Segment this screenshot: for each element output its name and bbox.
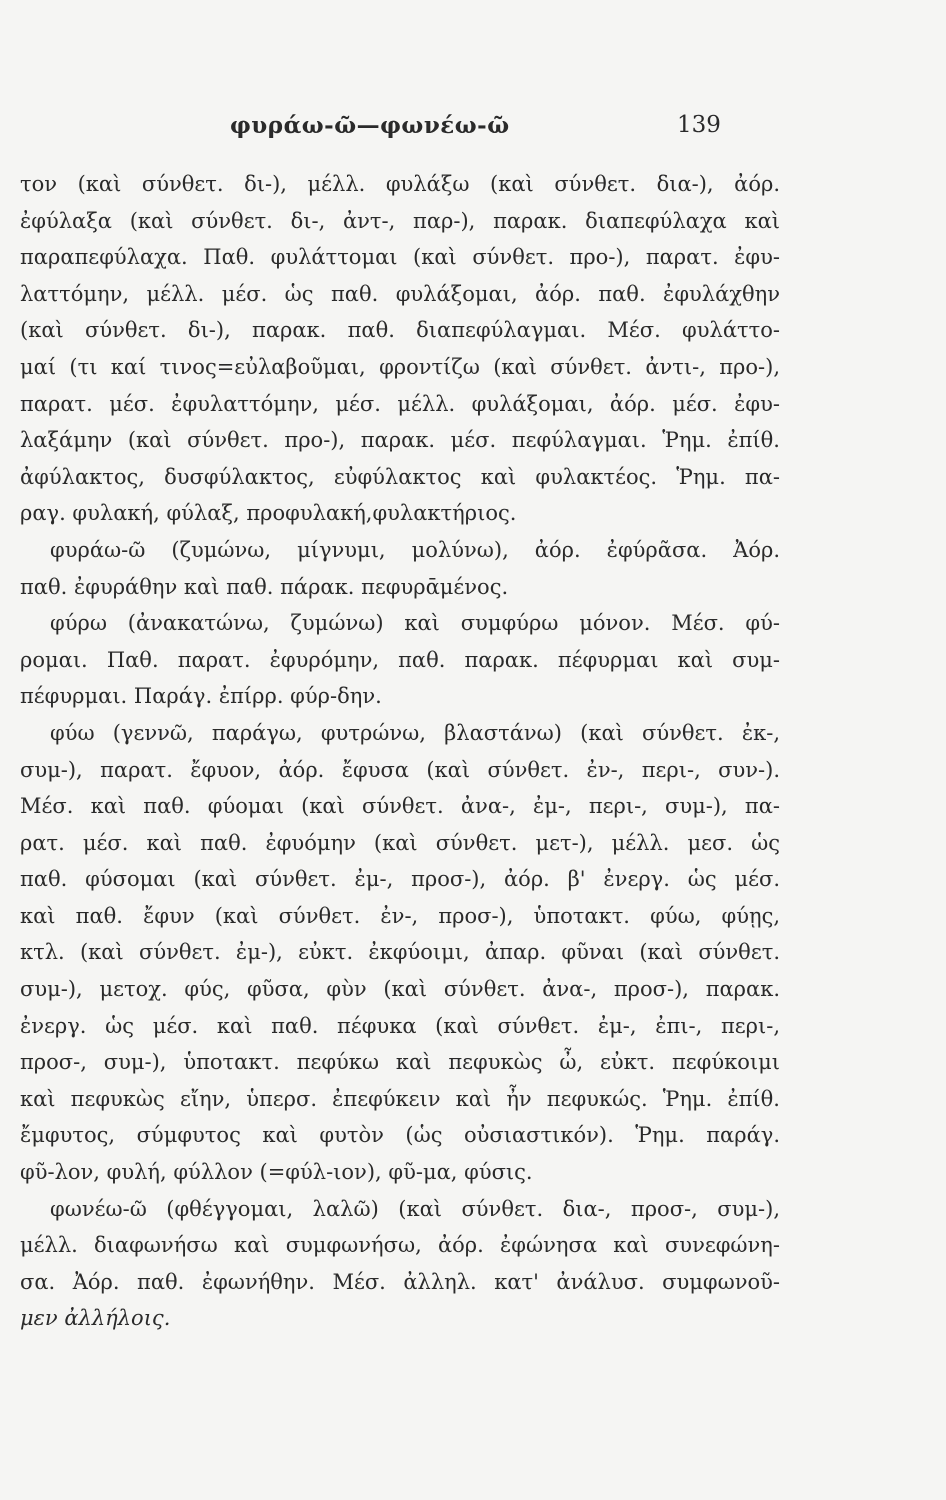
text-line: Μέσ. καὶ παθ. φύομαι (καὶ σύνθετ. ἀνα-, ἐμ-, περι-, συμ-), πα-	[20, 794, 780, 819]
text-line: προσ-, συμ-), ὑποτακτ. πεφύκω καὶ πεφυκὼς ὦ, εὐκτ. πεφύκοιμι	[20, 1050, 780, 1075]
text-line: ἐνεργ. ὡς μέσ. καὶ παθ. πέφυκα (καὶ σύνθετ. ἐμ-, ἐπι-, περι-,	[20, 1013, 780, 1038]
text-line: καὶ παθ. ἔφυν (καὶ σύνθετ. ἐν-, προσ-), ὑποτακτ. φύω, φύῃς,	[20, 903, 780, 928]
text-line: καὶ πεφυκὼς εἴην, ὑπερσ. ἐπεφύκειν καὶ ἦν πεφυκώς. Ῥημ. ἐπίθ.	[20, 1086, 780, 1111]
text-line: λαττόμην, μέλλ. μέσ. ὡς παθ. φυλάξομαι, ἀόρ. παθ. ἐφυλάχθην	[20, 281, 780, 306]
text-line: μαί (τι καί τινος=εὐλαβοῦμαι, φροντίζω (καὶ σύνθετ. ἀντι-, προ-),	[20, 354, 780, 379]
text-line: τον (καὶ σύνθετ. δι-), μέλλ. φυλάξω (καὶ σύνθετ. δια-), ἀόρ.	[20, 172, 780, 196]
text-line: μέλλ. διαφωνήσω καὶ συμφωνήσω, ἀόρ. ἐφώνησα καὶ συνεφώνη-	[20, 1233, 780, 1258]
dictionary-text	[20, 166, 780, 1337]
header-title: φυράω-ῶ—φωνέω-ῶ	[230, 112, 510, 139]
text-line: πέφυρμαι. Παράγ. ἐπίρρ. φύρ-δην.	[20, 684, 382, 709]
text-line: ἐφύλαξα (καὶ σύνθετ. δι-, ἀντ-, παρ-), παρακ. διαπεφύλαχα καὶ	[20, 208, 780, 233]
entry-headword-line: φύω (γεννῶ, παράγω, φυτρώνω, βλαστάνω) (καὶ σύνθετ. ἐκ-,	[50, 720, 780, 745]
entry-headword-line: φύρω (ἀνακατώνω, ζυμώνω) καὶ συμφύρω μόνον. Μέσ. φύ-	[50, 611, 780, 636]
text-line: μεν ἀλλήλοις.	[20, 1306, 171, 1331]
text-line: ἀφύλακτος, δυσφύλακτος, εὐφύλακτος καὶ φυλακτέος. Ῥημ. πα-	[20, 464, 780, 489]
text-line: συμ-), παρατ. ἔφυον, ἀόρ. ἔφυσα (καὶ σύνθετ. ἐν-, περι-, συν-).	[20, 757, 780, 782]
text-line: λαξάμην (καὶ σύνθετ. προ-), παρακ. μέσ. πεφύλαγμαι. Ῥημ. ἐπίθ.	[20, 428, 780, 453]
text-line: (καὶ σύνθετ. δι-), παρακ. παθ. διαπεφύλαγμαι. Μέσ. φυλάττο-	[20, 318, 780, 343]
text-line: κτλ. (καὶ σύνθετ. ἐμ-), εὐκτ. ἐκφύοιμι, ἀπαρ. φῦναι (καὶ σύνθετ.	[20, 940, 780, 965]
text-line: παρατ. μέσ. ἐφυλαττόμην, μέσ. μέλλ. φυλάξομαι, ἀόρ. μέσ. ἐφυ-	[20, 391, 780, 416]
text-line: ρατ. μέσ. καὶ παθ. ἐφυόμην (καὶ σύνθετ. μετ-), μέλλ. μεσ. ὡς	[20, 830, 780, 855]
entry-headword-line: φωνέω-ῶ (φθέγγομαι, λαλῶ) (καὶ σύνθετ. δια-, προσ-, συμ-),	[50, 1196, 780, 1221]
text-line: ραγ. φυλακή, φύλαξ, προφυλακή,φυλακτήριος.	[20, 501, 517, 526]
page-number: 139	[677, 112, 721, 138]
text-line: παθ. φύσομαι (καὶ σύνθετ. ἐμ-, προσ-), ἀόρ. β' ἐνεργ. ὡς μέσ.	[20, 867, 780, 892]
text-line: παθ. ἐφυράθην καὶ παθ. πάρακ. πεφυρᾱμένος.	[20, 574, 509, 599]
text-line: παραπεφύλαχα. Παθ. φυλάττομαι (καὶ σύνθετ. προ-), παρατ. ἐφυ-	[20, 245, 780, 270]
text-line: ρομαι. Παθ. παρατ. ἐφυρόμην, παθ. παρακ. πέφυρμαι καὶ συμ-	[20, 647, 780, 672]
text-line: φῦ-λον, φυλή, φύλλον (=φύλ-ιον), φῦ-μα, φύσις.	[20, 1160, 533, 1185]
text-line: ἔμφυτος, σύμφυτος καὶ φυτὸν (ὡς οὐσιαστικόν). Ῥημ. παράγ.	[20, 1123, 780, 1148]
entry-headword-line: φυράω-ῶ (ζυμώνω, μίγνυμι, μολύνω), ἀόρ. ἐφύρᾶσα. Ἀόρ.	[50, 537, 780, 562]
text-line: συμ-), μετοχ. φύς, φῦσα, φὺν (καὶ σύνθετ. ἀνα-, προσ-), παρακ.	[20, 977, 780, 1002]
text-line: σα. Ἀόρ. παθ. ἐφωνήθην. Μέσ. ἀλληλ. κατ' ἀνάλυσ. συμφωνοῦ-	[20, 1269, 780, 1294]
